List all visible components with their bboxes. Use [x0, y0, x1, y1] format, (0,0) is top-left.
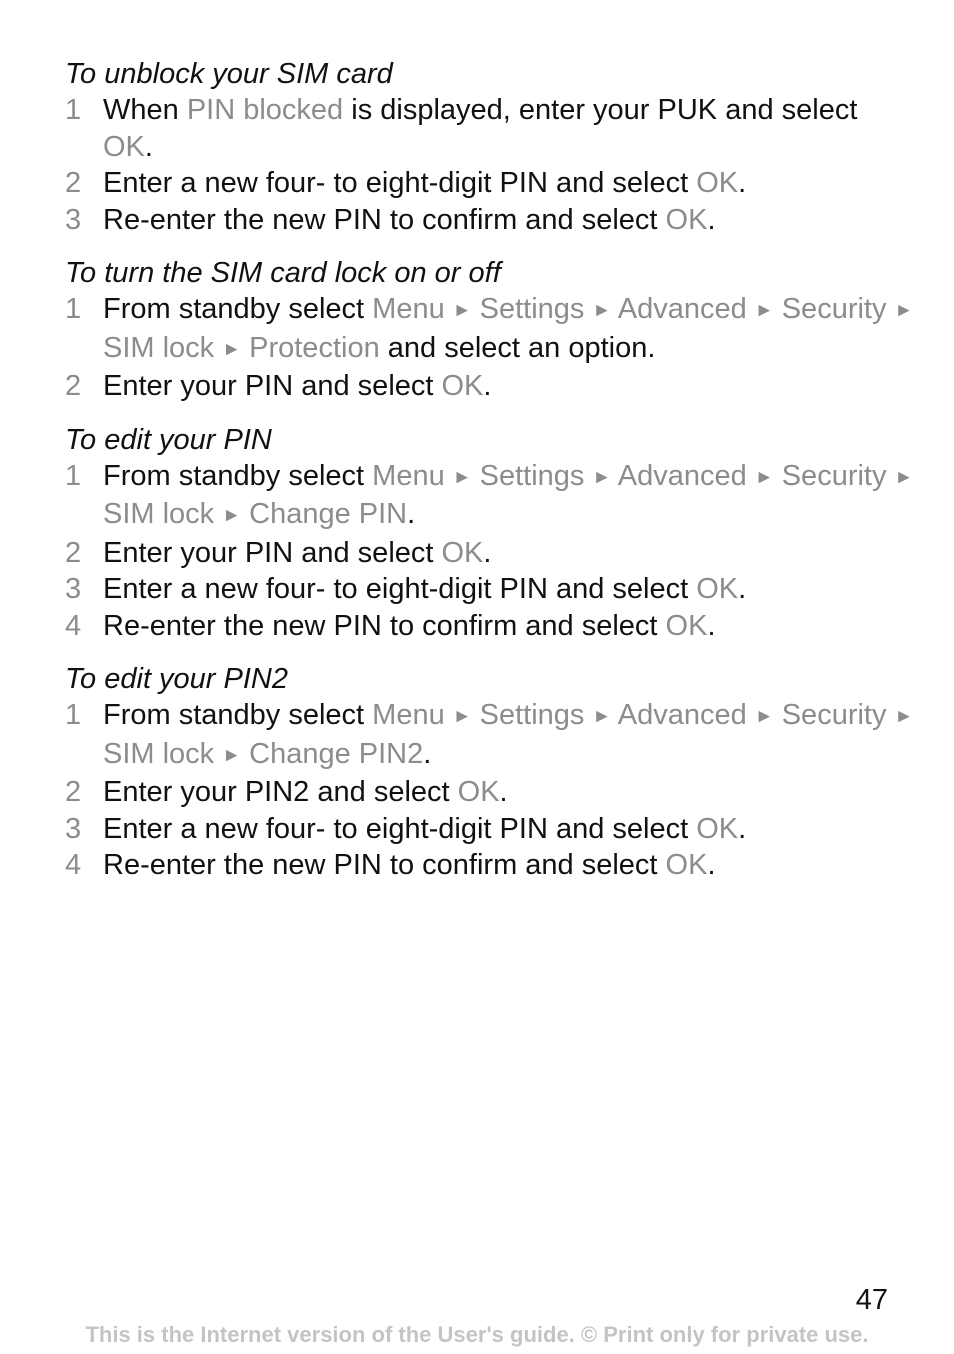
ui-term: OK [457, 776, 500, 808]
ui-term: Advanced [617, 293, 747, 325]
menu-arrow-icon: ► [894, 300, 914, 321]
step-number: 1 [65, 699, 82, 731]
step-text-run: . [707, 609, 716, 642]
step-text-run [445, 699, 453, 731]
menu-arrow-icon: ► [452, 300, 472, 321]
step-text-run [445, 293, 453, 325]
menu-arrow-icon: ► [754, 300, 774, 321]
ui-term: OK [696, 812, 739, 845]
step-text-run [774, 293, 782, 325]
section-heading: To edit your PIN [65, 423, 272, 456]
step-text-run: Enter a new four- to eight-digit PIN and select [103, 573, 697, 605]
instruction-section [65, 422, 915, 645]
step-number: 2 [65, 776, 82, 808]
step-text [103, 608, 915, 645]
step-text-run [886, 293, 894, 325]
step-text-run: Re-enter the new PIN to confirm and select [103, 609, 666, 642]
step-text-run: . [499, 776, 508, 808]
step-item [65, 847, 915, 884]
step-item [65, 202, 915, 239]
step-text-run [241, 738, 249, 770]
step-text-run: Enter your PIN and select [103, 536, 442, 569]
step-text-run: From standby select [103, 293, 373, 325]
step-text-run: . [707, 203, 716, 236]
ui-term: Settings [479, 699, 585, 731]
menu-arrow-icon: ► [592, 466, 612, 488]
step-text-run: . [738, 573, 747, 605]
step-list [65, 458, 915, 645]
step-number: 4 [65, 849, 82, 881]
ui-term: OK [665, 203, 708, 236]
step-item [65, 165, 915, 202]
step-text-run [774, 699, 782, 731]
step-text-run: . [707, 849, 716, 881]
ui-term: OK [441, 370, 484, 402]
step-number: 1 [65, 94, 82, 126]
step-text-run: . [738, 167, 747, 199]
step-number: 3 [65, 573, 82, 605]
step-number: 2 [65, 536, 82, 569]
step-text-run [472, 460, 480, 492]
step-text-run: . [738, 812, 747, 845]
step-text [103, 697, 915, 774]
step-text-run [774, 460, 782, 492]
step-text-run: From standby select [103, 699, 373, 731]
step-text-run [747, 293, 755, 325]
instruction-section [65, 661, 915, 884]
ui-term: Menu [372, 459, 445, 492]
step-number: 3 [65, 203, 82, 236]
menu-arrow-icon: ► [222, 505, 242, 526]
ui-term: PIN blocked [186, 94, 344, 126]
footer-notice: This is the Internet version of the User's guide. © Print only for private use. [85, 1322, 869, 1347]
ui-term: Change PIN [249, 498, 408, 530]
menu-arrow-icon: ► [754, 466, 774, 488]
step-text [103, 458, 915, 535]
step-text [103, 811, 915, 848]
ui-term: Settings [479, 293, 585, 325]
ui-term: OK [696, 573, 739, 605]
ui-term: OK [665, 609, 708, 642]
ui-term: SIM lock [103, 737, 215, 770]
ui-term: SIM lock [103, 498, 215, 530]
step-item [65, 535, 915, 572]
menu-arrow-icon: ► [894, 466, 914, 488]
step-item [65, 811, 915, 848]
ui-term: Advanced [617, 459, 747, 492]
step-text-run: Enter a new four- to eight-digit PIN and select [103, 167, 697, 199]
step-text-run: and select an option. [379, 331, 656, 364]
step-text [103, 774, 915, 811]
step-text-run [886, 699, 894, 731]
step-list [65, 291, 915, 405]
step-text-run: Enter a new four- to eight-digit PIN and select [103, 812, 697, 845]
step-text-run [472, 293, 480, 325]
step-number: 3 [65, 812, 82, 845]
instruction-section [65, 56, 915, 238]
menu-arrow-icon: ► [592, 300, 612, 321]
ui-term: Security [781, 459, 887, 492]
step-text [103, 368, 915, 405]
step-text [103, 535, 915, 572]
step-text-run [472, 699, 480, 731]
ui-term: Change PIN2 [249, 737, 424, 770]
ui-term: OK [103, 130, 145, 163]
step-text-run: . [483, 370, 492, 402]
step-text [103, 291, 915, 368]
step-number: 2 [65, 370, 82, 402]
step-item [65, 92, 915, 165]
section-heading: To edit your PIN2 [65, 663, 288, 695]
menu-arrow-icon: ► [592, 706, 612, 727]
step-item [65, 697, 915, 774]
step-text [103, 202, 915, 239]
menu-arrow-icon: ► [894, 706, 914, 727]
ui-term: OK [696, 167, 739, 199]
step-text-run: When [103, 94, 187, 126]
step-text-run: . [144, 130, 153, 163]
section-heading: To turn the SIM card lock on or off [65, 257, 501, 289]
step-list [65, 92, 915, 238]
ui-term: Protection [249, 331, 380, 364]
step-text-run: is displayed, enter your PUK and select [343, 94, 858, 126]
step-item [65, 608, 915, 645]
step-text-run [584, 460, 592, 492]
step-text-run: . [407, 498, 416, 530]
step-text [103, 571, 915, 608]
step-text-run: Enter your PIN and select [103, 370, 442, 402]
ui-term: Advanced [617, 699, 747, 731]
menu-arrow-icon: ► [754, 706, 774, 727]
step-text-run [747, 460, 755, 492]
step-item [65, 458, 915, 535]
step-text-run [241, 498, 249, 530]
step-text-run [584, 699, 592, 731]
ui-term: Security [781, 699, 887, 731]
step-text-run: . [483, 536, 492, 569]
step-item [65, 368, 915, 405]
step-item [65, 774, 915, 811]
ui-term: SIM lock [103, 331, 215, 364]
section-heading: To unblock your SIM card [65, 58, 393, 90]
step-text-run [445, 460, 453, 492]
step-text-run: Re-enter the new PIN to confirm and select [103, 849, 666, 881]
step-text-run: Enter your PIN2 and select [103, 776, 458, 808]
ui-term: Menu [372, 293, 445, 325]
step-number: 1 [65, 293, 82, 325]
step-text-run [747, 699, 755, 731]
step-text-run: From standby select [103, 459, 373, 492]
step-text [103, 92, 915, 165]
step-text-run [241, 332, 249, 364]
menu-arrow-icon: ► [222, 338, 242, 360]
menu-arrow-icon: ► [452, 466, 472, 488]
page-content [65, 56, 915, 901]
step-item [65, 291, 915, 368]
step-list [65, 697, 915, 884]
ui-term: OK [441, 536, 484, 569]
ui-term: Menu [372, 699, 445, 731]
menu-arrow-icon: ► [452, 706, 472, 727]
step-number: 4 [65, 609, 82, 642]
step-item [65, 571, 915, 608]
step-text [103, 165, 915, 202]
step-number: 1 [65, 459, 82, 492]
instruction-section [65, 255, 915, 405]
menu-arrow-icon: ► [222, 744, 242, 766]
ui-term: Security [781, 293, 887, 325]
step-text-run [886, 460, 894, 492]
page-number: 47 [855, 1284, 888, 1316]
step-text [103, 847, 915, 884]
ui-term: Settings [479, 459, 585, 492]
step-text-run: . [423, 737, 432, 770]
ui-term: OK [665, 849, 708, 881]
step-text-run: Re-enter the new PIN to confirm and select [103, 203, 666, 236]
step-text-run [584, 293, 592, 325]
step-number: 2 [65, 167, 82, 199]
